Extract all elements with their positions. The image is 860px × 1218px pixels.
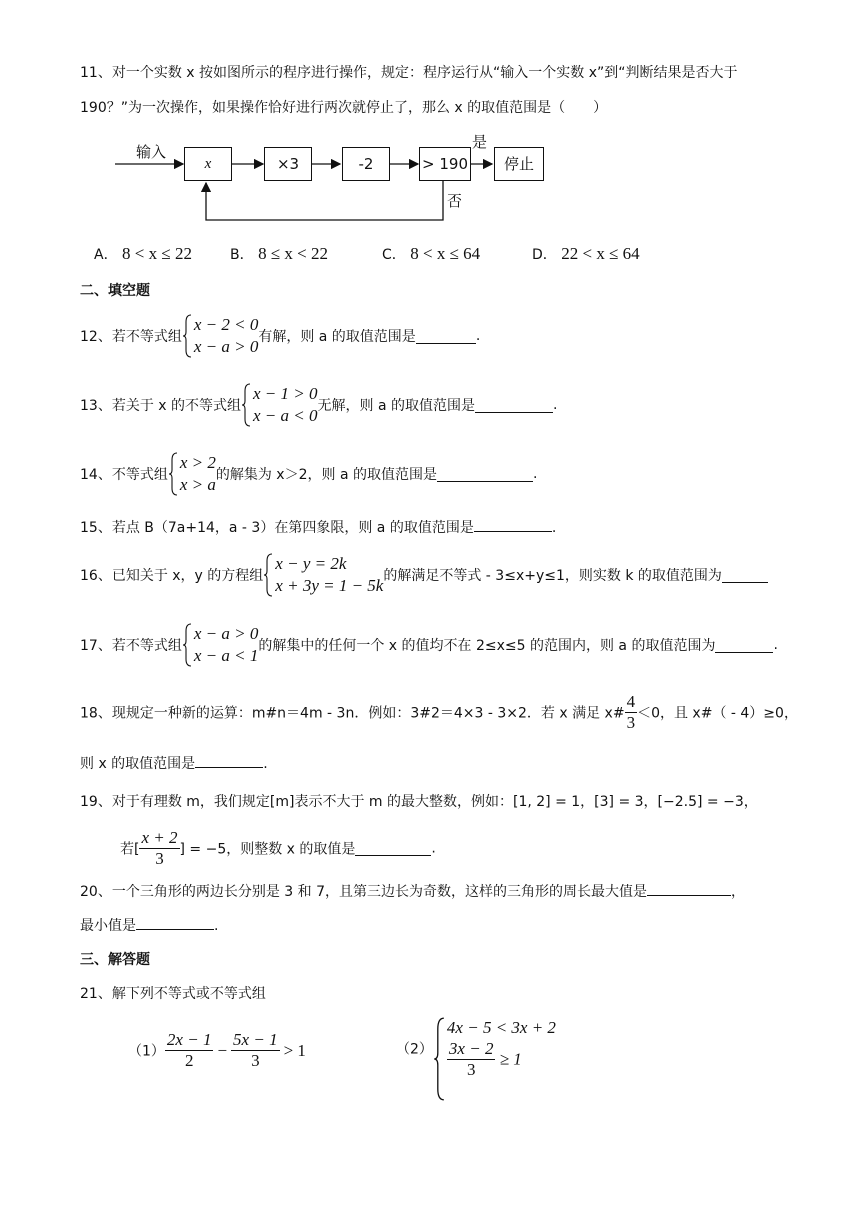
option-a: A． 8 < x ≤ 22 xyxy=(94,244,192,263)
q15: 15、若点 B（7a+14，a - 3）在第四象限，则 a 的取值范围是 . xyxy=(80,517,556,537)
q16: 16、已知关于 x，y 的方程组 x − y = 2k x + 3y = 1 − 5k 的解满足不等式 - 3≤x+y≤1，则实数 k 的取值范围为 xyxy=(80,553,768,597)
q14-system: x > 2 x > a xyxy=(168,452,216,496)
q18-line1: 18、现规定一种新的运算：m#n＝4m - 3n．例如：3#2＝4×3 - 3×2．若 x 满足 x# $\frac{4}{3}$ ＜0，且 x#（ - 4）≥0， xyxy=(80,692,798,732)
q14: 14、不等式组 x > 2 x > a 的解集为 x＞2，则 a 的取值范围是 . xyxy=(80,453,538,494)
brace-icon xyxy=(433,1017,445,1101)
section-solve-title: 三、解答题 xyxy=(80,952,150,968)
q17: 17、若不等式组 x − a > 0 x − a < 1 的解集中的任何一个 x 的值均不在 2≤x≤5 的范围内，则 a 的取值范围为 . xyxy=(80,624,778,665)
q12: 12、若不等式组 x − 2 < 0 x − a > 0 有解，则 a 的取值范围是 . xyxy=(80,315,481,356)
flow-yes-label: 是 xyxy=(472,133,488,151)
q17-system: x − a > 0 x − a < 1 xyxy=(182,623,259,667)
q20-line1: 20、一个三角形的两边长分别是 3 和 7，且第三边长为奇数，这样的三角形的周长最大值是 ， xyxy=(80,881,745,901)
q19-line1: 19、对于有理数 m，我们规定[m]表示不大于 m 的最大整数，例如：[1, 2] = 1，[3] = 3，[−2.5] = −3， xyxy=(80,794,758,810)
flow-box-times3: ×3 xyxy=(264,147,312,181)
brace-icon xyxy=(168,452,178,496)
brace-icon xyxy=(263,553,273,597)
q21-part2: （2） 4x − 5 < 3x + 2 $\frac{3x - 2}{3}$ ≥ 1 xyxy=(396,1017,556,1080)
q12-system: x − 2 < 0 x − a > 0 xyxy=(182,314,259,358)
q11-line1: 11、对一个实数 x 按如图所示的程序进行操作，规定：程序运行从“输入一个实数 x”到“判断结果是否大于 xyxy=(80,65,738,81)
q21-p1-frac1: $\frac{2x - 1}{2}$ xyxy=(166,1030,212,1070)
q21-p1-frac2: $\frac{5x - 1}{3}$ xyxy=(233,1030,278,1070)
q21-part1: （1） $\frac{2x - 1}{2}$ − $\frac{5x - 1}{3}$ > 1 xyxy=(128,1030,306,1070)
q11-line2: 190？”为一次操作，如果操作恰好进行两次就停止了，那么 x 的取值范围是（ ） xyxy=(80,100,608,116)
q16-system: x − y = 2k x + 3y = 1 − 5k xyxy=(263,553,383,597)
flow-box-compare: > 190 xyxy=(419,147,471,181)
q18-fraction: $\frac{4}{3}$ xyxy=(626,692,636,732)
brace-icon xyxy=(241,383,251,427)
flowchart-arrows xyxy=(110,132,560,227)
q21-title: 21、解下列不等式或不等式组 xyxy=(80,986,266,1002)
option-c: C． 8 < x ≤ 64 xyxy=(382,244,481,263)
q18-line2: 则 x 的取值范围是 . xyxy=(80,753,268,773)
q21-p2-system: 4x − 5 < 3x + 2 $\frac{3x - 2}{3}$ ≥ 1 xyxy=(433,1017,556,1080)
q13: 13、若关于 x 的不等式组 x − 1 > 0 x − a < 0 无解，则 a 的取值范围是 . xyxy=(80,384,558,425)
brace-icon xyxy=(182,623,192,667)
flow-box-minus2: -2 xyxy=(342,147,390,181)
flow-box-x: x xyxy=(184,147,232,181)
flow-box-stop: 停止 xyxy=(494,147,544,181)
brace-icon xyxy=(182,314,192,358)
flow-input-label: 输入 xyxy=(136,143,167,161)
option-b: B． 8 ≤ x < 22 xyxy=(230,244,328,263)
section-fill-blank-title: 二、填空题 xyxy=(80,283,150,299)
q20-line2: 最小值是 . xyxy=(80,915,218,935)
q13-system: x − 1 > 0 x − a < 0 xyxy=(241,383,318,427)
option-d: D． 22 < x ≤ 64 xyxy=(532,244,640,263)
flow-no-label: 否 xyxy=(447,192,463,210)
q19-fraction: $\frac{x + 2}{3}$ xyxy=(141,828,178,868)
q19-line2: 若[ $\frac{x + 2}{3}$ ] = −5，则整数 x 的取值是 . xyxy=(120,828,436,868)
